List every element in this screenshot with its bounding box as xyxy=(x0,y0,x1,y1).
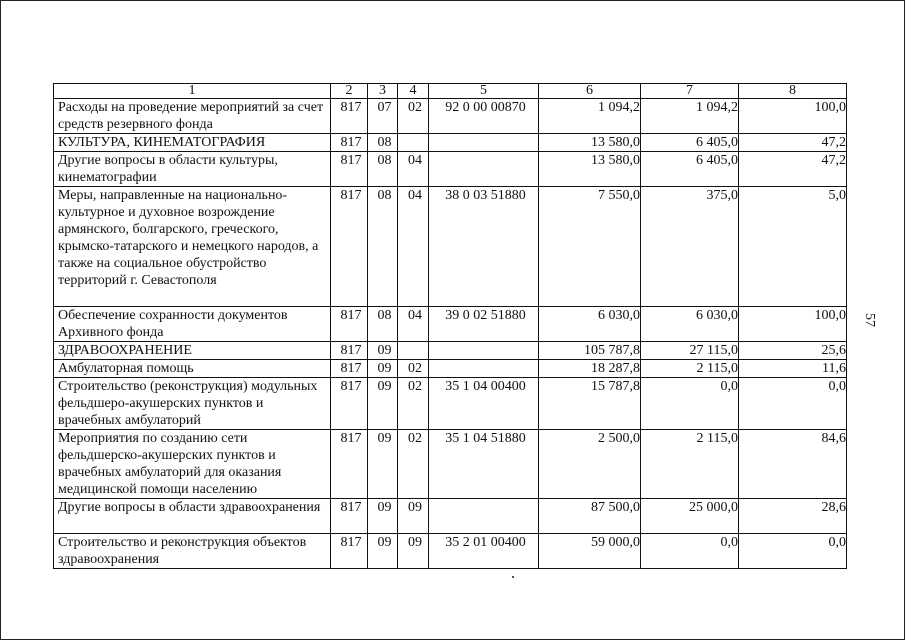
row-actual: 27 115,0 xyxy=(641,342,739,360)
row-percent: 11,6 xyxy=(739,360,847,378)
row-target xyxy=(429,360,539,378)
row-actual: 0,0 xyxy=(641,534,739,569)
row-name: Расходы на проведение мероприятий за счет средств резервного фонда xyxy=(54,99,331,134)
row-name: Другие вопросы в области культуры, кинематографии xyxy=(54,152,331,187)
row-subsection: 02 xyxy=(398,360,429,378)
row-target xyxy=(429,342,539,360)
row-subsection xyxy=(398,342,429,360)
row-name: Другие вопросы в области здравоохранения xyxy=(54,499,331,534)
row-plan: 2 500,0 xyxy=(539,430,641,499)
table-row xyxy=(54,152,847,187)
row-plan: 6 030,0 xyxy=(539,307,641,342)
table-row xyxy=(54,134,847,152)
table-row xyxy=(54,430,847,499)
table-row xyxy=(54,534,847,569)
row-percent: 0,0 xyxy=(739,534,847,569)
row-subsection: 04 xyxy=(398,187,429,307)
row-code: 817 xyxy=(331,152,368,187)
row-target xyxy=(429,499,539,534)
row-section: 07 xyxy=(368,99,398,134)
row-percent: 100,0 xyxy=(739,307,847,342)
row-subsection: 02 xyxy=(398,99,429,134)
row-section: 08 xyxy=(368,152,398,187)
row-percent: 0,0 xyxy=(739,378,847,430)
column-header: 2 xyxy=(331,84,368,99)
table-row xyxy=(54,307,847,342)
row-name: Строительство (реконструкция) модульных фельдшеро-акушерских пунктов и врачебных амбулаторий xyxy=(54,378,331,430)
row-target: 35 2 01 00400 xyxy=(429,534,539,569)
column-header: 6 xyxy=(539,84,641,99)
row-code: 817 xyxy=(331,187,368,307)
row-code: 817 xyxy=(331,430,368,499)
row-subsection: 04 xyxy=(398,152,429,187)
column-header: 5 xyxy=(429,84,539,99)
row-actual: 6 405,0 xyxy=(641,152,739,187)
row-name: Меры, направленные на национально-культурное и духовное возрождение армянского, болгарского, греческого, крымско-татарского и немецкого народов, а также на социальное обустройство территорий г. Севастополя xyxy=(54,187,331,307)
header-row xyxy=(54,84,847,99)
row-plan: 7 550,0 xyxy=(539,187,641,307)
row-target: 35 1 04 51880 xyxy=(429,430,539,499)
row-plan: 15 787,8 xyxy=(539,378,641,430)
table-row xyxy=(54,342,847,360)
row-target: 39 0 02 51880 xyxy=(429,307,539,342)
row-percent: 25,6 xyxy=(739,342,847,360)
row-actual: 25 000,0 xyxy=(641,499,739,534)
row-name: Обеспечение сохранности документов Архивного фонда xyxy=(54,307,331,342)
row-plan: 87 500,0 xyxy=(539,499,641,534)
row-name: КУЛЬТУРА, КИНЕМАТОГРАФИЯ xyxy=(54,134,331,152)
page-number: 57 xyxy=(862,313,877,327)
row-subsection: 09 xyxy=(398,534,429,569)
row-code: 817 xyxy=(331,378,368,430)
row-percent: 47,2 xyxy=(739,134,847,152)
row-section: 09 xyxy=(368,342,398,360)
row-code: 817 xyxy=(331,134,368,152)
row-name: Строительство и реконструкция объектов здравоохранения xyxy=(54,534,331,569)
row-code: 817 xyxy=(331,99,368,134)
row-plan: 13 580,0 xyxy=(539,134,641,152)
budget-table xyxy=(53,83,847,569)
row-percent: 84,6 xyxy=(739,430,847,499)
column-header: 8 xyxy=(739,84,847,99)
row-actual: 6 405,0 xyxy=(641,134,739,152)
row-plan: 59 000,0 xyxy=(539,534,641,569)
row-percent: 5,0 xyxy=(739,187,847,307)
row-subsection: 02 xyxy=(398,378,429,430)
row-percent: 28,6 xyxy=(739,499,847,534)
row-name: Мероприятия по созданию сети фельдшерско-акушерских пунктов и врачебных амбулаторий для оказания медицинской помощи населению xyxy=(54,430,331,499)
row-section: 09 xyxy=(368,499,398,534)
row-subsection: 04 xyxy=(398,307,429,342)
row-code: 817 xyxy=(331,534,368,569)
row-section: 09 xyxy=(368,534,398,569)
row-section: 09 xyxy=(368,430,398,499)
row-actual: 0,0 xyxy=(641,378,739,430)
row-actual: 6 030,0 xyxy=(641,307,739,342)
row-actual: 1 094,2 xyxy=(641,99,739,134)
table-row xyxy=(54,378,847,430)
row-actual: 375,0 xyxy=(641,187,739,307)
table-row xyxy=(54,99,847,134)
row-section: 08 xyxy=(368,307,398,342)
row-section: 08 xyxy=(368,134,398,152)
row-plan: 13 580,0 xyxy=(539,152,641,187)
row-plan: 1 094,2 xyxy=(539,99,641,134)
column-header: 1 xyxy=(54,84,331,99)
row-name: Амбулаторная помощь xyxy=(54,360,331,378)
row-actual: 2 115,0 xyxy=(641,360,739,378)
row-plan: 18 287,8 xyxy=(539,360,641,378)
row-target xyxy=(429,152,539,187)
row-section: 08 xyxy=(368,187,398,307)
table-row xyxy=(54,499,847,534)
row-code: 817 xyxy=(331,342,368,360)
row-target: 38 0 03 51880 xyxy=(429,187,539,307)
column-header: 4 xyxy=(398,84,429,99)
row-name: ЗДРАВООХРАНЕНИЕ xyxy=(54,342,331,360)
table-row xyxy=(54,187,847,307)
row-code: 817 xyxy=(331,499,368,534)
row-target xyxy=(429,134,539,152)
row-section: 09 xyxy=(368,360,398,378)
scan-speck xyxy=(512,576,514,578)
row-actual: 2 115,0 xyxy=(641,430,739,499)
row-section: 09 xyxy=(368,378,398,430)
column-header: 3 xyxy=(368,84,398,99)
column-header: 7 xyxy=(641,84,739,99)
row-subsection: 09 xyxy=(398,499,429,534)
row-subsection: 02 xyxy=(398,430,429,499)
row-percent: 100,0 xyxy=(739,99,847,134)
row-plan: 105 787,8 xyxy=(539,342,641,360)
row-target: 35 1 04 00400 xyxy=(429,378,539,430)
row-subsection xyxy=(398,134,429,152)
table-row xyxy=(54,360,847,378)
row-percent: 47,2 xyxy=(739,152,847,187)
row-code: 817 xyxy=(331,360,368,378)
row-code: 817 xyxy=(331,307,368,342)
row-target: 92 0 00 00870 xyxy=(429,99,539,134)
